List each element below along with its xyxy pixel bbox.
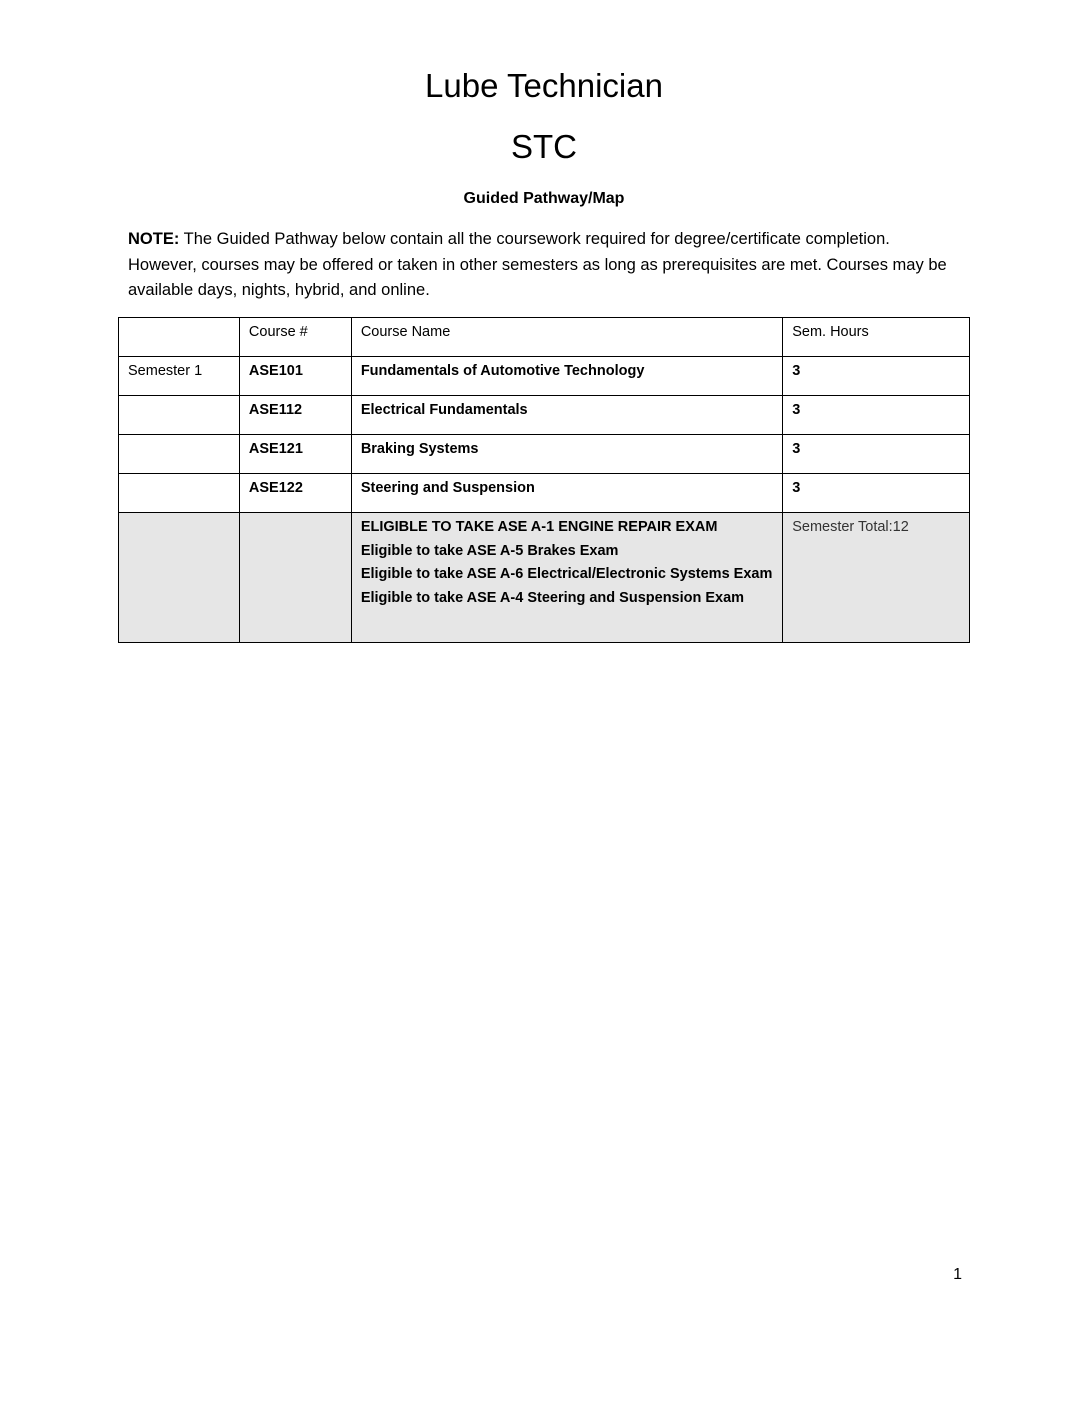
course-number-cell: ASE121 bbox=[239, 435, 351, 474]
exam-eligibility-line: Eligible to take ASE A-5 Brakes Exam bbox=[360, 542, 619, 559]
course-number-cell: ASE101 bbox=[239, 357, 351, 396]
table-row bbox=[119, 435, 970, 474]
course-name-cell: Electrical Fundamentals bbox=[351, 396, 782, 435]
exam-eligibility-line: ELIGIBLE TO TAKE ASE A-1 ENGINE REPAIR EXAM bbox=[360, 519, 718, 535]
hours-cell: 3 bbox=[783, 435, 970, 474]
note-paragraph bbox=[128, 227, 958, 304]
note-text: The Guided Pathway below contain all the coursework required for degree/certificate completion. However, courses may be offered or taken in other semesters as long as prerequisites are met. Courses may be available days, nights, hybrid, and online. bbox=[128, 230, 947, 299]
semester-cell: Semester 1 bbox=[119, 357, 240, 396]
course-table bbox=[118, 317, 970, 643]
course-name-cell: Braking Systems bbox=[351, 435, 782, 474]
header-cell-sem-hours: Sem. Hours bbox=[783, 318, 970, 357]
header-cell-course-number: Course # bbox=[239, 318, 351, 357]
table-row bbox=[119, 357, 970, 396]
exam-eligibility-line: Eligible to take ASE A-6 Electrical/Electronic Systems Exam bbox=[360, 566, 773, 582]
document-title: Lube Technician bbox=[425, 67, 663, 104]
summary-empty-cell bbox=[119, 513, 240, 643]
summary-row bbox=[119, 513, 970, 643]
header-cell-semester bbox=[119, 318, 240, 357]
course-name-cell: Steering and Suspension bbox=[351, 474, 782, 513]
pathway-heading: Guided Pathway/Map bbox=[463, 190, 625, 207]
exam-eligibility-line: Eligible to take ASE A-4 Steering and Suspension Exam bbox=[360, 589, 745, 606]
table-header-row bbox=[119, 318, 970, 357]
note-label: NOTE: bbox=[128, 230, 180, 248]
exam-eligibility-cell bbox=[351, 513, 782, 643]
semester-cell bbox=[119, 396, 240, 435]
course-number-cell: ASE112 bbox=[239, 396, 351, 435]
hours-cell: 3 bbox=[783, 396, 970, 435]
header-cell-course-name: Course Name bbox=[351, 318, 782, 357]
course-name-cell: Fundamentals of Automotive Technology bbox=[351, 357, 782, 396]
summary-empty-cell bbox=[239, 513, 351, 643]
hours-cell: 3 bbox=[783, 474, 970, 513]
semester-cell bbox=[119, 435, 240, 474]
hours-cell: 3 bbox=[783, 357, 970, 396]
document-subtitle-code: STC bbox=[511, 128, 577, 165]
page-number: 1 bbox=[953, 1266, 962, 1283]
semester-total-cell: Semester Total:12 bbox=[783, 513, 970, 643]
table-row bbox=[119, 396, 970, 435]
table-row bbox=[119, 474, 970, 513]
course-number-cell: ASE122 bbox=[239, 474, 351, 513]
semester-cell bbox=[119, 474, 240, 513]
